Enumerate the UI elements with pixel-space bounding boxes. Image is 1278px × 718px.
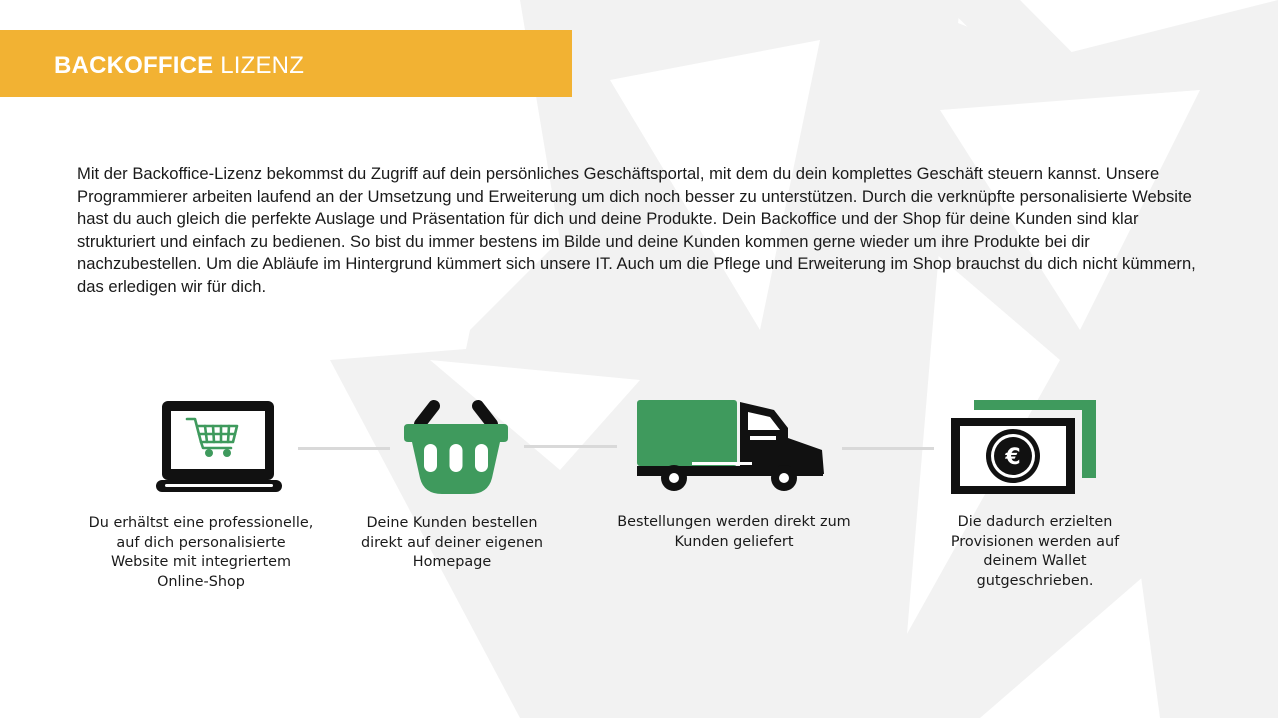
step-1-text: Du erhältst eine professionelle, auf dich personalisierte Website mit integriertem Online-Shop <box>88 515 314 590</box>
euro-banknote-icon <box>950 398 1100 496</box>
step-connector-2 <box>524 445 617 448</box>
laptop-cart-icon <box>155 398 283 496</box>
step-2-text: Deine Kunden bestellen direkt auf deiner eigenen Homepage <box>360 515 544 570</box>
intro-paragraph: Mit der Backoffice-Lizenz bekommst du Zugriff auf dein persönliches Geschäftsportal, mit dem du dein komplettes Geschäft steuern kannst. Unsere Programmierer arbeiten laufend an der Umsetzung und Erweiterung um dich noch besser zu unterstützen. Durch die verknüpfte personalisierte Website hast du auch gleich die perfekte Auslage und Präsentation für dich und deine Produkte. Dein Backoffice und der Shop für deine Kunden sind klar strukturiert und einfach zu bedienen. So bist du immer bestens im Bilde und deine Kunden kommen gerne wieder um ihre Produkte bei dir nachzubestellen. Um die Abläufe im Hintergrund kümmert sich unsere IT. Auch um die Pflege und Erweiterung im Shop brauchst du dich nicht kümmern, das erledigen wir für dich. <box>77 164 1196 296</box>
step-3-text: Bestellungen werden direkt zum Kunden geliefert <box>617 514 851 550</box>
step-connector-3 <box>842 447 934 450</box>
svg-text:€: € <box>1005 445 1021 470</box>
truck-icon <box>636 398 826 492</box>
basket-icon <box>400 398 512 496</box>
page-title-light: LIZENZ <box>220 52 305 79</box>
page-title-bold: BACKOFFICE <box>54 52 214 79</box>
page-title <box>54 52 304 80</box>
step-4-text: Die dadurch erzielten Provisionen werden auf deinem Wallet gutgeschrieben. <box>950 514 1120 589</box>
step-connector-1 <box>298 447 390 450</box>
